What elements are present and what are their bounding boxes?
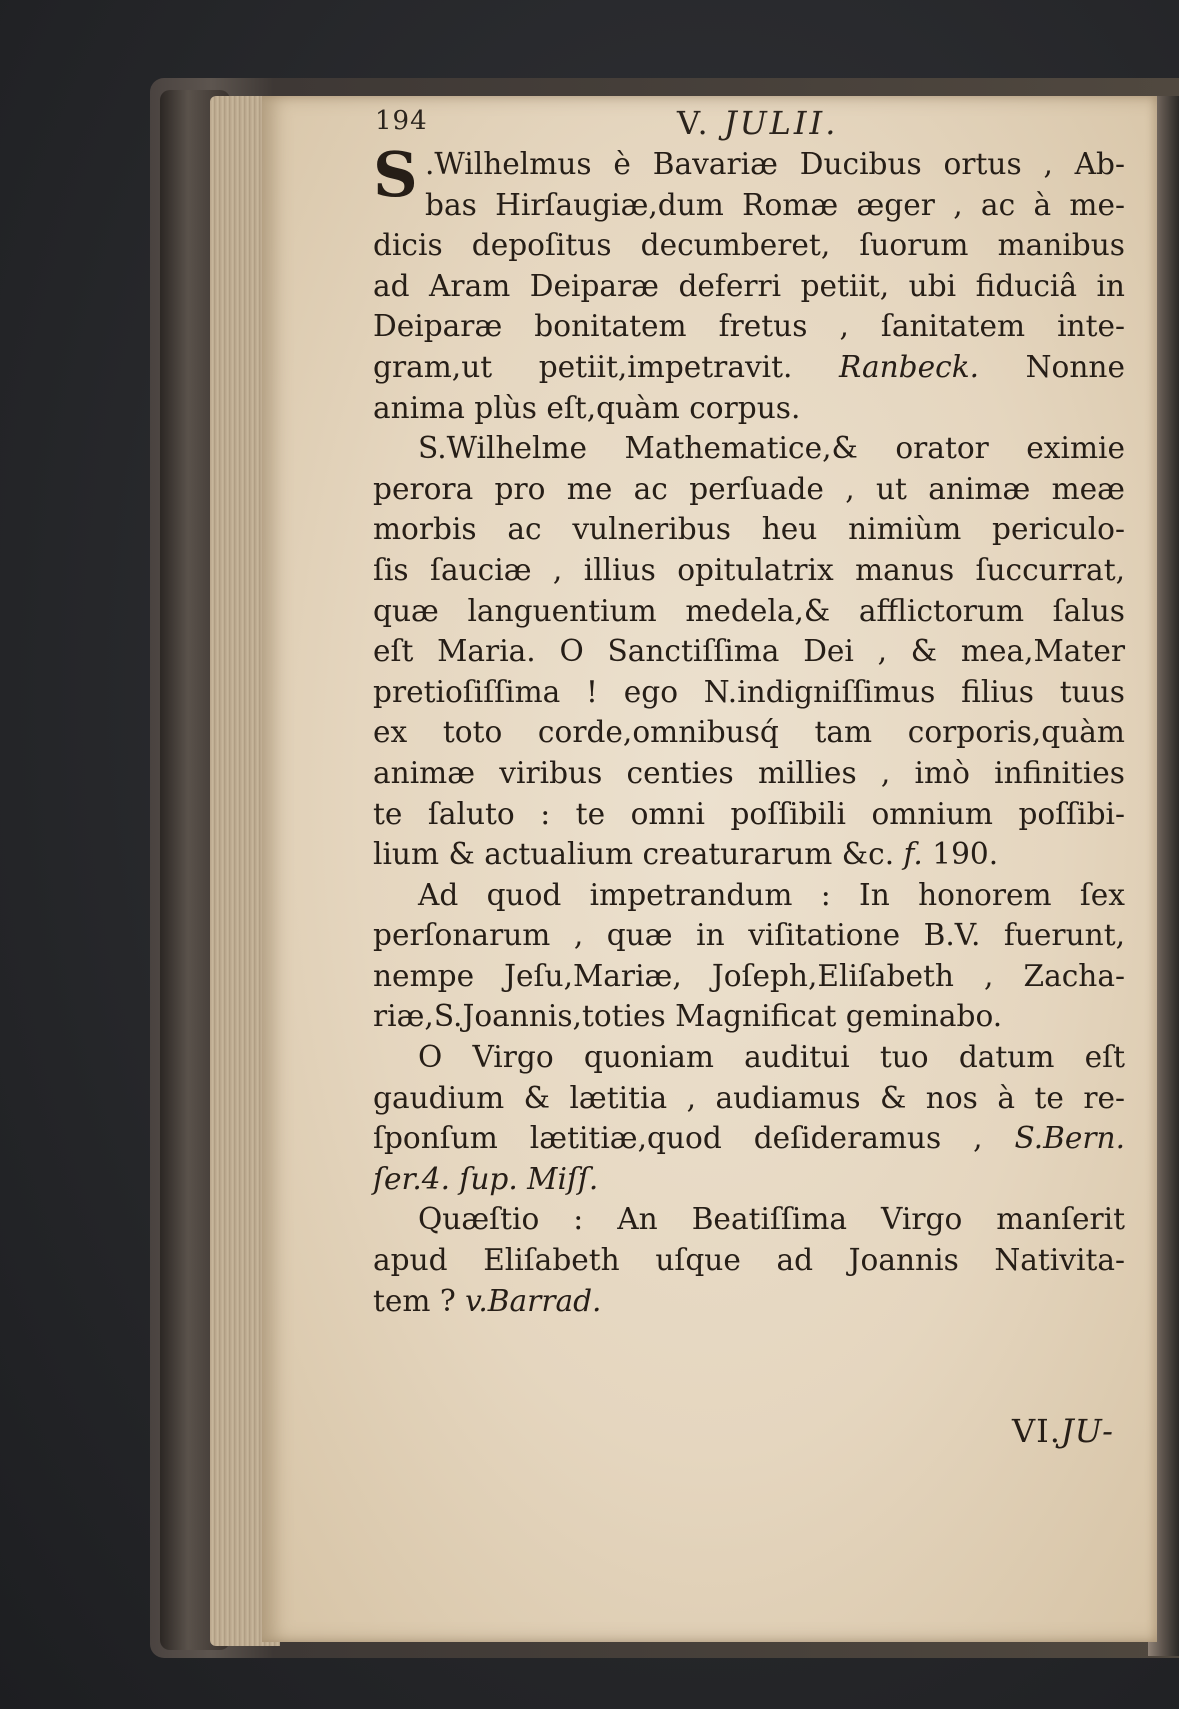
citation: Ranbeck. <box>839 349 980 384</box>
text-line: S.Wilhelme Mathematice,& orator eximie <box>418 431 1125 466</box>
text-line: morbis ac vulneribus heu nimiùm periculo- <box>373 512 1125 547</box>
paragraph-5 <box>373 1199 1125 1321</box>
text-line <box>373 347 1125 388</box>
page-number: 194 <box>375 106 428 136</box>
citation: f. <box>903 837 923 872</box>
text-line: quæ languentium medela,& afflictorum ſalus <box>373 593 1125 628</box>
page-header <box>375 100 935 148</box>
text-line: nempe Jeſu,Mariæ, Joſeph,Eliſabeth , Zacha- <box>373 958 1125 993</box>
text-line: ad Aram Deiparæ deferri petiit, ubi fiduciâ in <box>373 268 1125 303</box>
text-segment: gram,ut petiit,impetravit. <box>373 349 793 384</box>
main-text <box>373 138 1125 1321</box>
paragraph-1 <box>373 138 1125 428</box>
text-line: Quæſtio : An Beatiſſima Virgo manſerit <box>418 1202 1125 1237</box>
running-head-prefix: V. <box>677 104 711 142</box>
text-line: ſis ſauciæ , illius opitulatrix manus ſuccurrat, <box>373 552 1125 587</box>
text-line: perora pro me ac perſuade , ut animæ meæ <box>373 471 1125 506</box>
catchword <box>1012 1412 1114 1450</box>
text-line: riæ,S.Joannis,toties Magnificat geminabo. <box>373 999 1003 1034</box>
text-line: te ſaluto : te omni poſſibili omnium poſſibi- <box>373 796 1125 831</box>
text-line: dicis depoſitus decumberet, ſuorum manibus <box>373 228 1125 263</box>
citation: v.Barrad. <box>465 1283 602 1318</box>
catchword-italic: JU- <box>1060 1412 1114 1450</box>
text-segment: Nonne <box>1025 349 1125 384</box>
text-line: ex toto corde,omnibusq́ tam corporis,quàm <box>373 715 1125 750</box>
citation-line: ſer.4. ſup. Miſſ. <box>373 1161 599 1196</box>
running-head-title: JULII. <box>723 104 839 142</box>
text-line: animæ viribus centies millies , imò infinities <box>373 755 1125 790</box>
text-segment: ſponſum lætitiæ,quod deſideramus , <box>373 1121 983 1156</box>
text-line: bas Hirſaugiæ,dum Romæ æger , ac à me- <box>425 187 1125 222</box>
text-segment: lium & actualium creaturarum &c. <box>373 837 895 872</box>
paragraph-4 <box>373 1037 1125 1199</box>
text-line: perſonarum , quæ in viſitatione B.V. fuerunt, <box>373 918 1125 953</box>
text-segment: tem ? <box>373 1283 456 1318</box>
text-line: gaudium & lætitia , audiamus & nos à te re- <box>373 1080 1125 1115</box>
citation: S.Bern. <box>1014 1121 1125 1156</box>
paragraph-3 <box>373 875 1125 1037</box>
text-line: Deiparæ bonitatem fretus , ſanitatem inte- <box>373 309 1125 344</box>
running-head <box>677 104 838 142</box>
text-line <box>373 1281 1125 1322</box>
text-line: anima plùs eſt,quàm corpus. <box>373 390 801 425</box>
text-line: eſt Maria. O Sanctiſſima Dei , & mea,Mater <box>373 634 1125 669</box>
catchword-roman: VI. <box>1012 1412 1061 1450</box>
text-line <box>373 1118 1125 1159</box>
text-line: O Virgo quoniam auditui tuo datum eſt <box>418 1040 1125 1075</box>
text-line <box>373 834 1125 875</box>
text-line: Ad quod impetrandum : In honorem ſex <box>418 877 1125 912</box>
text-segment: 190. <box>932 837 999 872</box>
text-line: .Wilhelmus è Bavariæ Ducibus ortus , Ab- <box>425 147 1125 181</box>
text-line: pretioſiſſima ! ego N.indigniſſimus filius tuus <box>373 674 1125 709</box>
paragraph-2 <box>373 428 1125 875</box>
drop-cap: S <box>373 138 418 211</box>
text-line: apud Eliſabeth uſque ad Joannis Nativita- <box>373 1243 1125 1278</box>
